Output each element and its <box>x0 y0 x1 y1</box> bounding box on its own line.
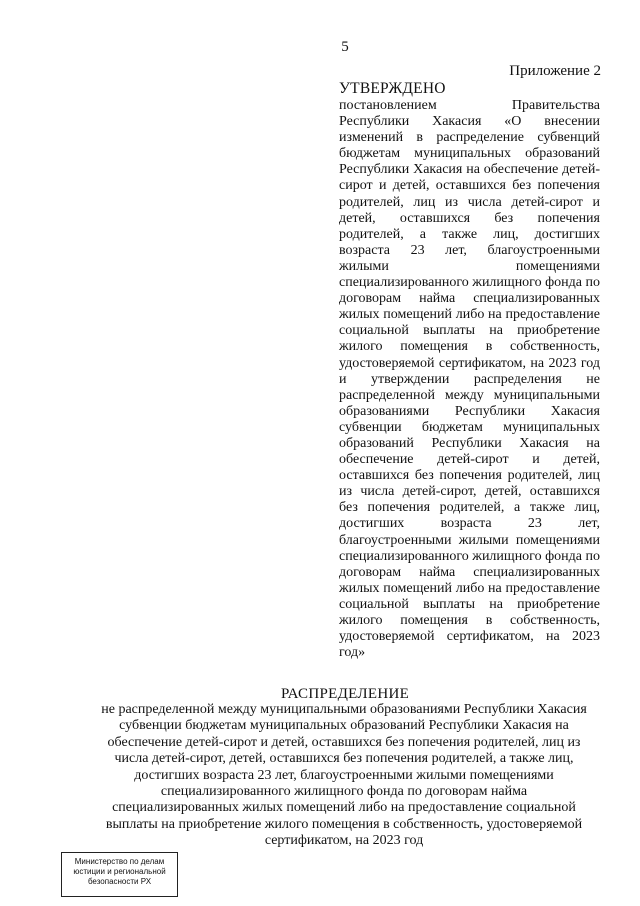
approval-title: УТВЕРЖДЕНО <box>339 80 446 97</box>
document-subtitle: не распределенной между муниципальными образованиями Республики Хакасия субвенции бюджетам муниципальных образований Республики Хакасия на обеспечение детей-сирот и детей, оставшихся без попечения родителей, лиц из числа детей-сирот, детей, оставшихся без попечения родителей, а также лиц, достигших возраста 23 лет, благоустроенными жилыми помещениями специализированного жилищного фонда по договорам найма специализированных жилых помещений либо на предоставление социальной выплаты на приобретение жилого помещения в собственность, удостоверяемой сертификатом, на 2023 год <box>101 702 587 849</box>
document-heading: РАСПРЕДЕЛЕНИЕ <box>280 686 410 702</box>
ministry-stamp: Министерство по делам юстиции и региональной безопасности РХ <box>61 852 178 897</box>
approval-block <box>339 80 600 661</box>
approval-text: постановлением Правительства Республики Хакасия «О внесении изменений в распределение субвенций бюджетам муниципальных образований Республики Хакасия на обеспечение детей-сирот и детей, оставшихся без попечения родителей, лиц из числа детей-сирот и детей, оставшихся без попечения родителей, а также лиц, достигших возраста 23 лет, благоустроенными жилыми помещениями специализированного жилищного фонда по договорам найма специализированных жилых помещений либо на предоставление социальной выплаты на приобретение жилого помещения в собственность, удостоверяемой сертификатом, на 2023 год и утверждении распределения не распределенной между муниципальными образованиями Республики Хакасия субвенции бюджетам муниципальных образований Республики Хакасия на обеспечение детей-сирот и детей, оставшихся без попечения родителей, лиц из числа детей-сирот, детей, оставшихся без попечения родителей, а также лиц, достигших возраста 23 лет, благоустроенными жилыми помещениями специализированного жилищного фонда по договорам найма специализированных жилых помещений либо на предоставление социальной выплаты на приобретение жилого помещения в собственность, удостоверяемой сертификатом, на 2023 год» <box>339 98 600 661</box>
page-number: 5 <box>341 39 349 55</box>
appendix-label: Приложение 2 <box>509 63 601 79</box>
